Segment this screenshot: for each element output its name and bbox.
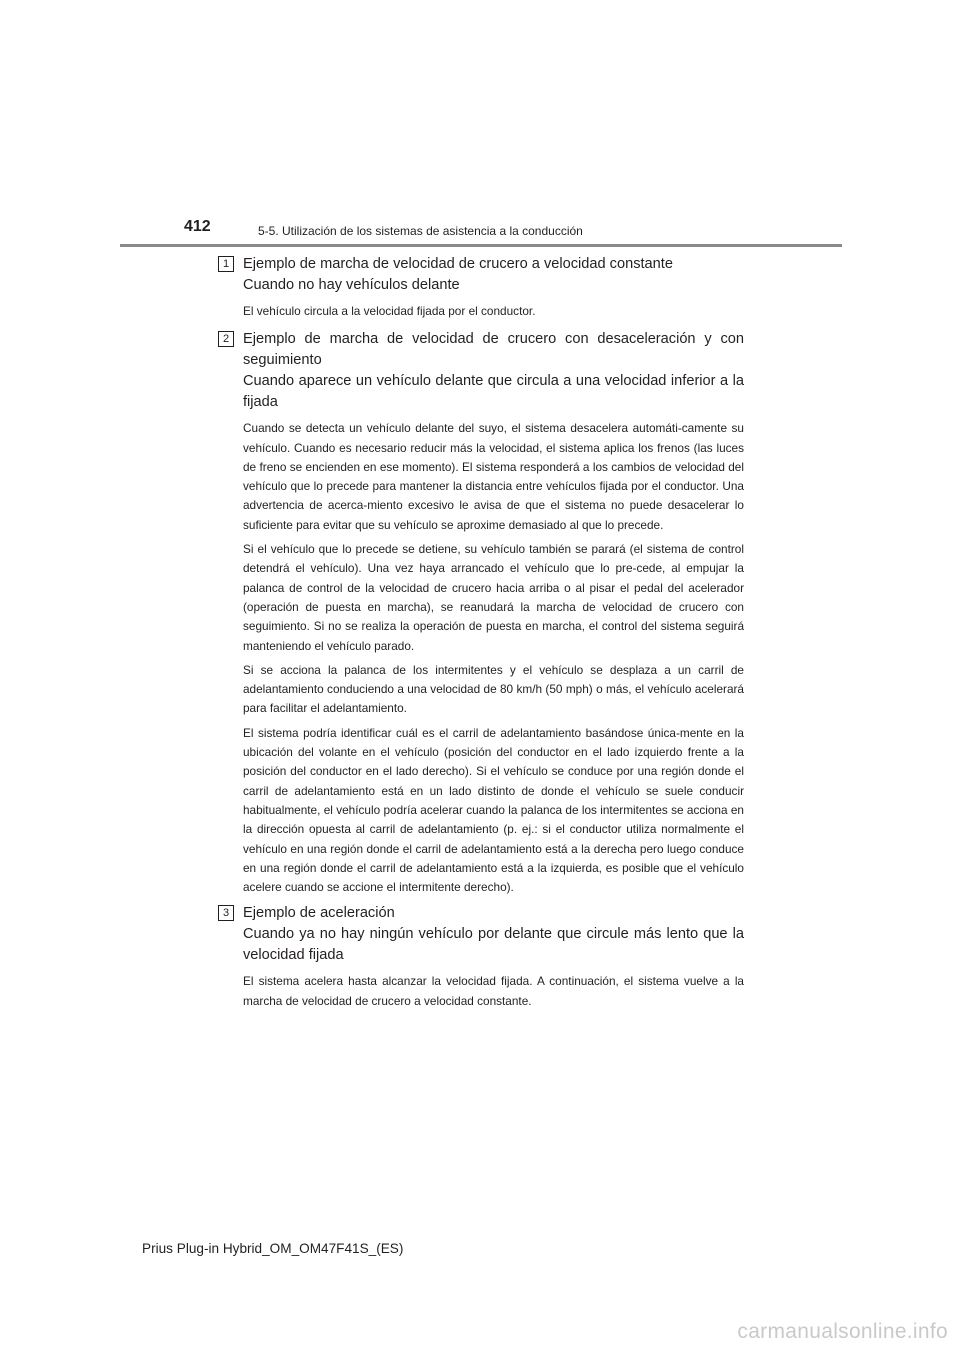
item-number-badge: 3 [218,905,234,921]
item-heading-line: Ejemplo de aceleración [243,905,395,922]
item-3 [218,903,744,1011]
item-number-badge: 2 [218,331,234,347]
page-number: 412 [184,218,211,235]
item-heading-line: Cuando no hay vehículos delante [243,277,460,293]
item-heading-line: Cuando ya no hay ningún vehículo por delante que circule más lento que la velocidad fijada [243,926,744,964]
item-body [243,302,744,321]
item-heading-line: Ejemplo de marcha de velocidad de crucero a velocidad constante [243,256,673,272]
item-1 [218,254,744,321]
body-paragraph: Si el vehículo que lo precede se detiene, su vehículo también se parará (el sistema de control detendrá el vehículo). Una vez haya arrancado el vehículo que lo pre-cede, al empujar la palanca de control de la velocidad de crucero hacia arriba o al pisar el pedal del acelerador (operación de puesta en marcha), se reanudará la marcha de velocidad de crucero con seguimiento. Si no se realiza la operación de puesta en marcha, el control del sistema seguirá manteniendo el vehículo parado. [243,542,744,653]
footer-manual-id: Prius Plug-in Hybrid_OM_OM47F41S_(ES) [142,1241,404,1256]
header-rule [120,244,842,247]
body-paragraph: El sistema acelera hasta alcanzar la velocidad fijada. A continuación, el sistema vuelve a la marcha de velocidad de crucero a velocidad constante. [243,974,744,1008]
watermark[interactable]: carmanualsonline.info [737,1320,948,1343]
item-heading-line: Cuando aparece un vehículo delante que circula a una velocidad inferior a la fijada [243,373,744,411]
body-paragraph: Cuando se detecta un vehículo delante del suyo, el sistema desacelera automáti-camente su vehículo. Cuando es necesario reducir más la velocidad, el sistema aplica los frenos (las luces de freno se encienden en ese momento). El sistema responderá a los cambios de velocidad del vehículo que lo precede para mantener la distancia entre vehículos fijada por el conductor. Una advertencia de acerca-miento excesivo le avisa de que el sistema no puede desacelerar lo suficiente para evitar que su vehículo se aproxime demasiado al que lo precede. [243,421,744,532]
item-heading [243,329,744,413]
item-heading [243,903,744,966]
body-paragraph: Si se acciona la palanca de los intermitentes y el vehículo se desplaza a un carril de adelantamiento conduciendo a una velocidad de 80 km/h (50 mph) o más, el vehículo acelerará para facilitar el adelantamiento. [243,662,744,716]
item-body [243,972,744,1011]
item-heading-line: Ejemplo de marcha de velocidad de crucero con desaceleración y con seguimiento [243,331,744,369]
item-number-badge: 1 [218,256,234,272]
body-paragraph: El vehículo circula a la velocidad fijada por el conductor. [243,304,536,318]
body-paragraph: El sistema podría identificar cuál es el carril de adelantamiento basándose única-mente en la ubicación del volante en el vehículo (posición del conductor en el lado izquierdo frente a la posición del conductor en el lado derecho). Si el vehículo se conduce por una región donde el carril de adelantamiento está en un lado distinto de donde el vehículo se suele conducir habitualmente, el vehículo podría acelerar cuando la palanca de los intermitentes se acciona en la dirección opuesta al carril de adelantamiento (p. ej.: si el conductor utiliza normalmente el vehículo en una región donde el carril de adelantamiento está a la derecha pero luego conduce en una región donde el carril de adelantamiento está a la izquierda, es posible que el vehículo acelere cuando se accione el intermitente derecho). [243,725,744,895]
item-2 [218,329,744,897]
page-content [218,252,744,1016]
item-body [243,419,744,897]
section-title: 5-5. Utilización de los sistemas de asistencia a la conducción [258,224,583,238]
item-heading [243,254,744,296]
